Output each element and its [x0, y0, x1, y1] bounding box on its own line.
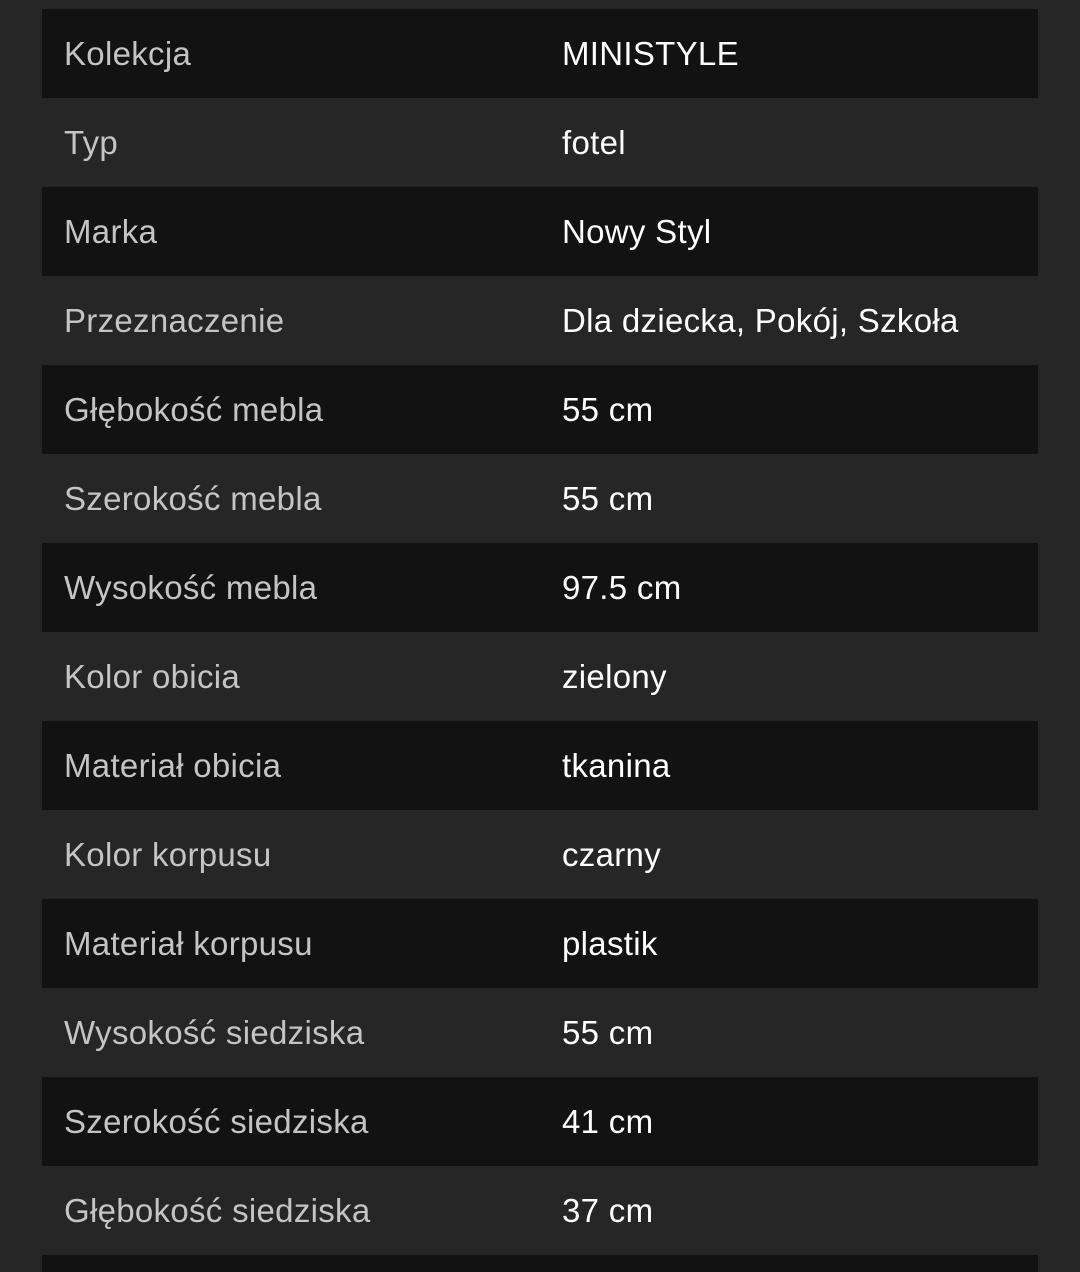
spec-value: MINISTYLE	[562, 34, 739, 72]
spec-row-wysokosc-mebla	[42, 543, 1038, 632]
spec-value: zielony	[562, 657, 667, 695]
spec-label: Głębokość siedziska	[64, 1191, 371, 1229]
spec-label: Przeznaczenie	[64, 301, 285, 339]
spec-value: czarny	[562, 835, 661, 873]
spec-label: Wysokość mebla	[64, 568, 318, 606]
spec-label: Głębokość mebla	[64, 390, 324, 428]
spec-row-typ	[42, 98, 1038, 187]
spec-value: 55 cm	[562, 479, 654, 517]
spec-row-material-korpusu	[42, 899, 1038, 988]
spec-row-kolor-korpusu	[42, 810, 1038, 899]
spec-label: Szerokość siedziska	[64, 1102, 369, 1140]
spec-row-przeznaczenie	[42, 276, 1038, 365]
spec-label: Materiał korpusu	[64, 924, 313, 962]
spec-label: Marka	[64, 212, 158, 250]
spec-row-szerokosc-mebla	[42, 454, 1038, 543]
spec-row-partial	[42, 1255, 1038, 1272]
spec-row-material-obicia	[42, 721, 1038, 810]
spec-row-glebokosc-siedziska	[42, 1166, 1038, 1255]
spec-label: Szerokość mebla	[64, 479, 322, 517]
spec-value: 37 cm	[562, 1191, 654, 1229]
spec-value: Dla dziecka, Pokój, Szkoła	[562, 301, 959, 339]
spec-value: 55 cm	[562, 1013, 654, 1051]
spec-row-szerokosc-siedziska	[42, 1077, 1038, 1166]
spec-label: Wysokość siedziska	[64, 1013, 365, 1051]
spec-row-wysokosc-siedziska	[42, 988, 1038, 1077]
spec-label: Kolor obicia	[64, 657, 241, 695]
spec-label: Typ	[64, 123, 119, 161]
spec-value: 97.5 cm	[562, 568, 682, 606]
spec-row-marka	[42, 187, 1038, 276]
product-spec-table	[42, 9, 1038, 1255]
spec-value: Nowy Styl	[562, 212, 712, 250]
spec-row-glebokosc-mebla	[42, 365, 1038, 454]
spec-label: Materiał obicia	[64, 746, 282, 784]
spec-value: plastik	[562, 924, 658, 962]
spec-row-kolekcja	[42, 9, 1038, 98]
spec-value: tkanina	[562, 746, 671, 784]
spec-value: 41 cm	[562, 1102, 654, 1140]
spec-value: fotel	[562, 123, 626, 161]
spec-row-kolor-obicia	[42, 632, 1038, 721]
spec-value: 55 cm	[562, 390, 654, 428]
spec-label: Kolekcja	[64, 34, 192, 72]
spec-label: Kolor korpusu	[64, 835, 272, 873]
